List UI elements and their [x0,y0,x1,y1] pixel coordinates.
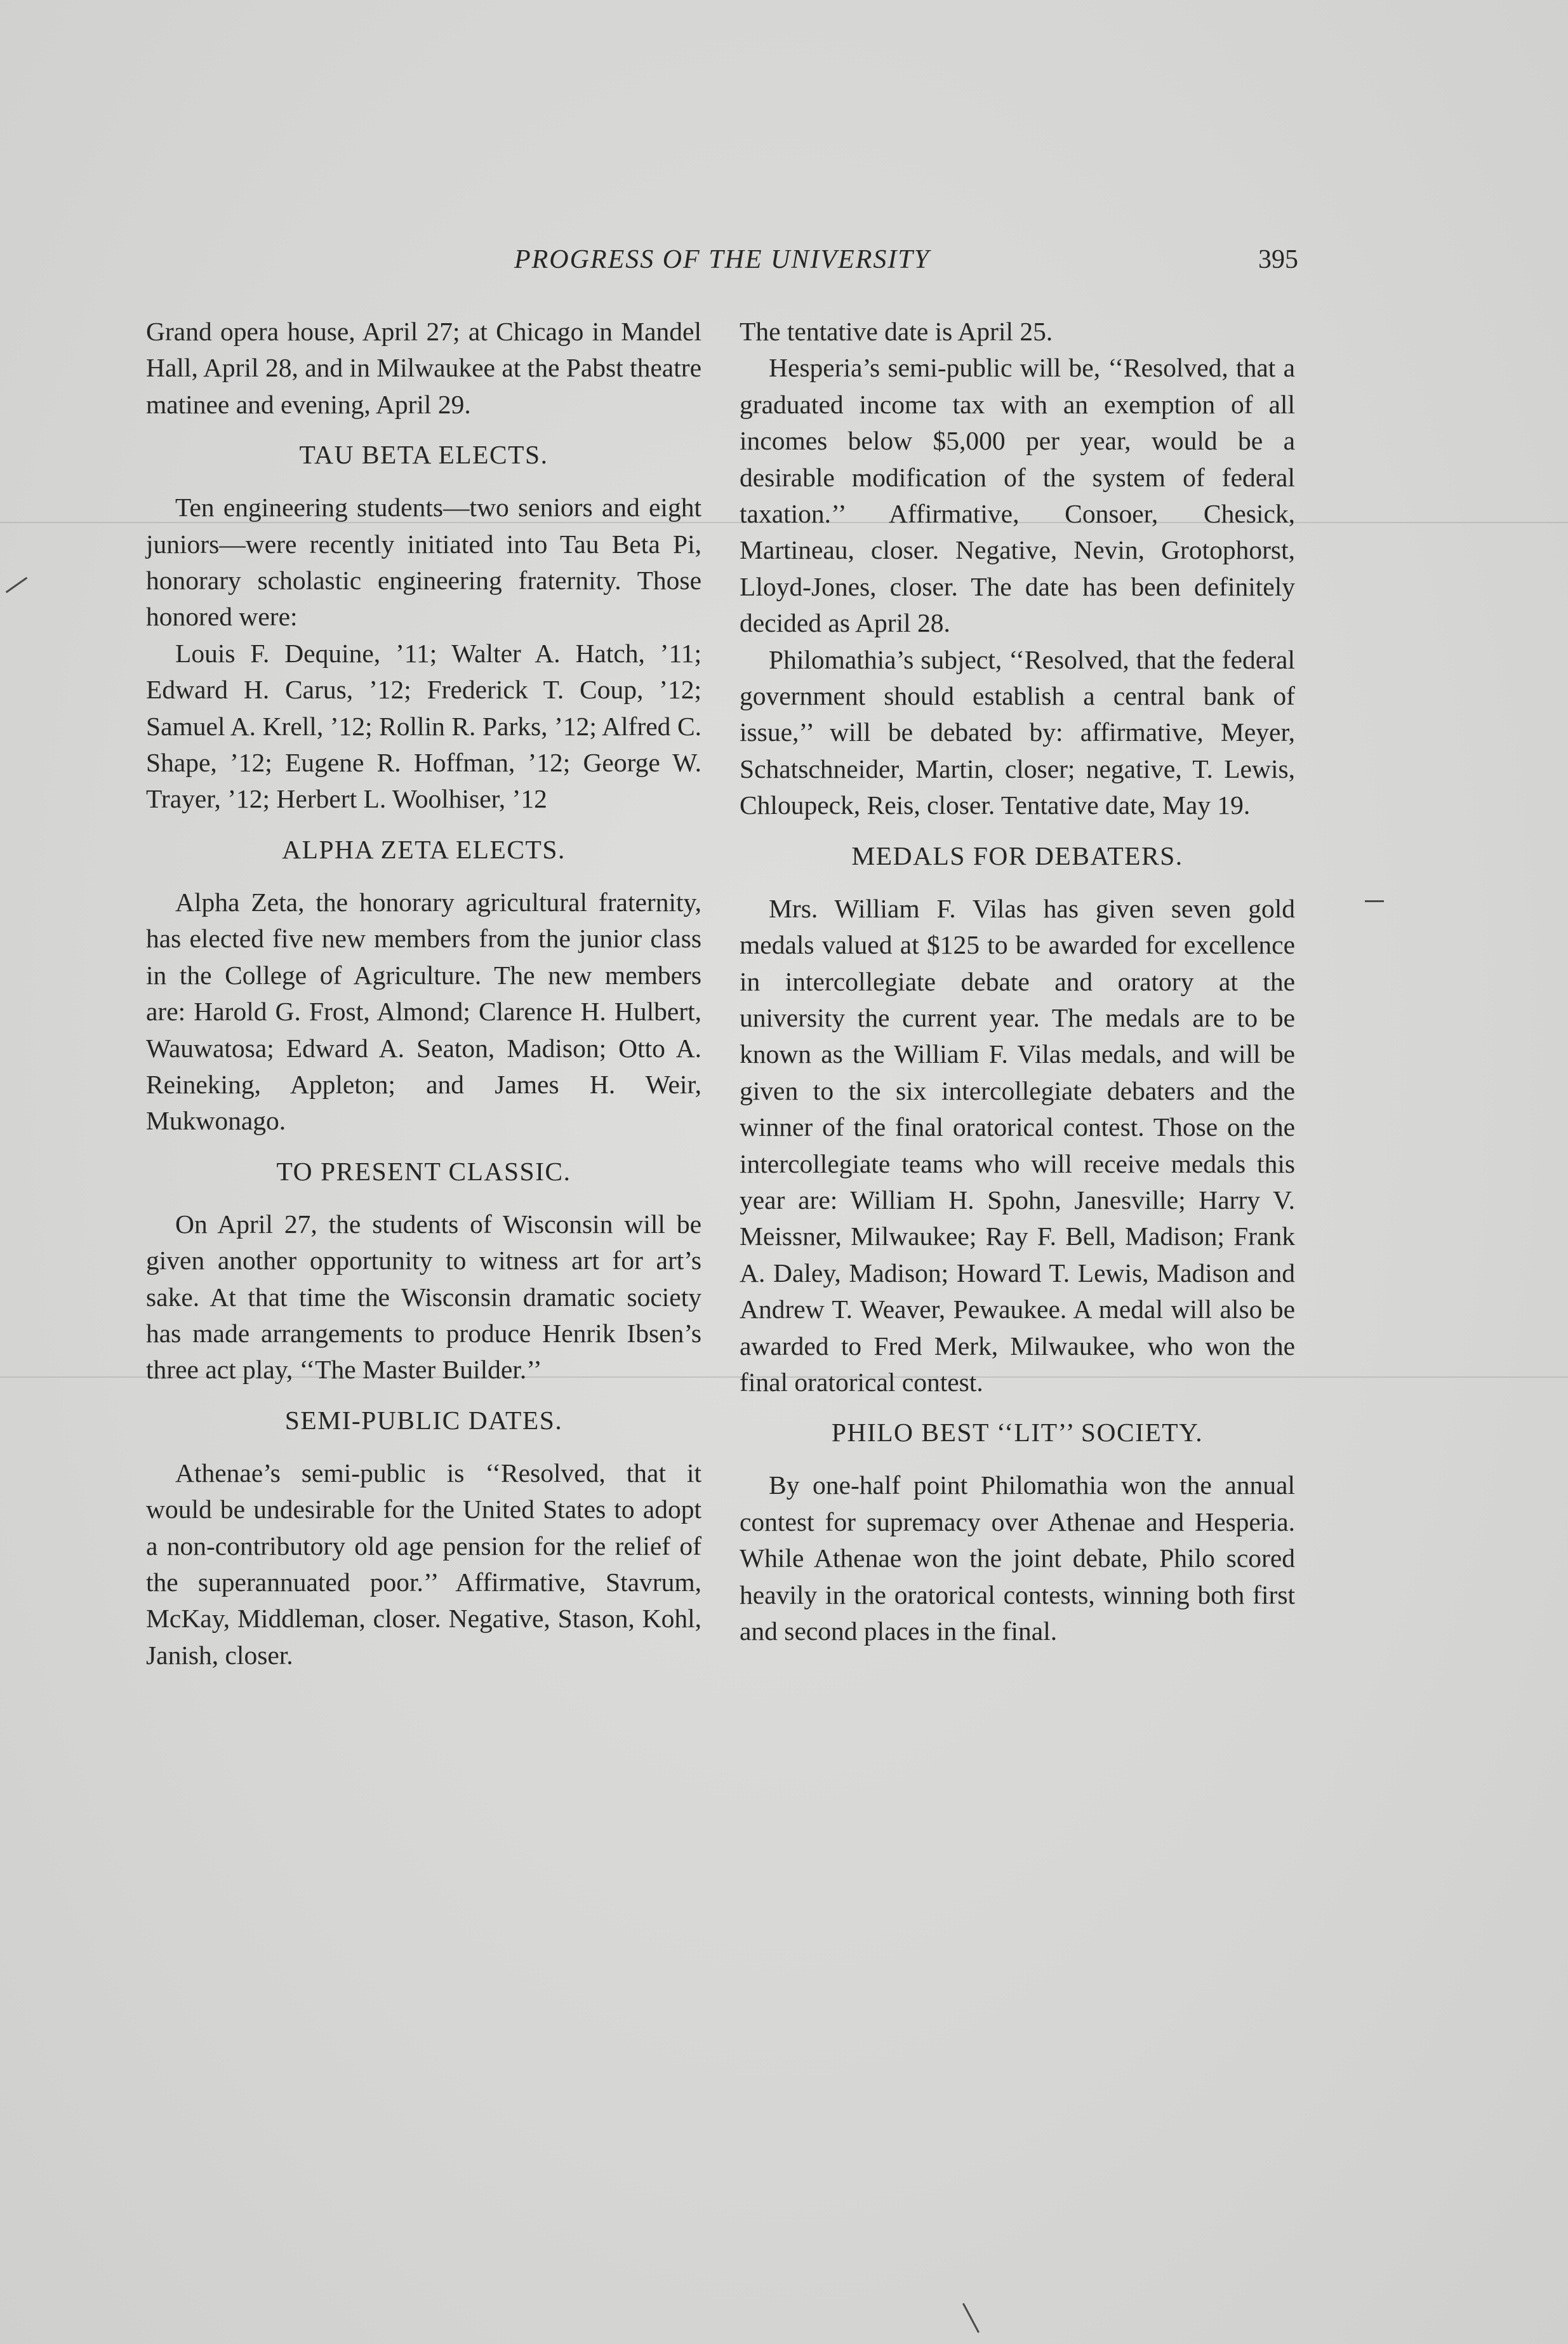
continuation-paragraph: Grand opera house, April 27; at Chicago in Mandel Hall, April 28, and in Milwaukee at the Pabst theatre matinee and evening, April 29. [146,317,701,419]
running-title: PROGRESS OF THE UNIVERSITY [514,245,931,274]
philomathia-paragraph: Philomathia’s subject, ‘‘Resolved, that the federal government should establish a central bank of issue,’’ will be debated by: affirmative, Meyer, Schatschneider, Martin, closer; negative, T. Lewis, Chloupeck, Reis, closer. Tentative date, May 19. [740,644,1295,820]
section-heading-philo: PHILO BEST ‘‘LIT’’ SOCIETY. [831,1418,1204,1448]
running-head [146,244,1298,276]
tau-beta-paragraph: Ten engineering students—two seniors and eight juniors—were recently initiated into Tau Beta Pi, honorary scholastic engineering fraternity. Those honored were: [146,493,701,632]
classic-paragraph: On April 27, the students of Wisconsin will be given another opportunity to witness art for art’s sake. At that time the Wisconsin dramatic society has made arrangements to produce Henrik Ibsen’s three act play, ‘‘The Master Builder.’’ [146,1209,701,1385]
alpha-zeta-paragraph: Alpha Zeta, the honorary agricultural fraternity, has elected five new members from the junior class in the College of Agriculture. The new members are: Harold G. Frost, Almond; Clarence H. Hulbert, Wauwatosa; Edward A. Seaton, Madison; Otto A. Reineking, Appleton; and James H. Weir, Mukwonago. [146,887,701,1136]
left-column [146,314,701,1674]
section-heading-tau-beta: TAU BETA ELECTS. [299,440,548,470]
section-heading-medals: MEDALS FOR DEBATERS. [851,841,1183,870]
semi-public-paragraph: Athenae’s semi-public is ‘‘Resolved, that it would be undesirable for the United States to adopt a non-contributory old age pension for the relief of the superannuated poor.’’ Affirmative, Stavrum, McKay, Middleman, closer. Negative, Stason, Kohl, Janish, closer. [146,1458,701,1670]
continuation-paragraph: The tentative date is April 25. [740,317,1053,346]
page-number: 395 [1258,245,1298,274]
margin-mark [1365,900,1384,902]
tau-beta-names: Louis F. Dequine, ’11; Walter A. Hatch, ’11; Edward H. Carus, ’12; Frederick T. Coup, ’12; Samuel A. Krell, ’12; Rollin R. Parks, ’12; Alfred C. Shape, ’12; Eugene R. Hoffman, ’12; George W. Trayer, ’12; Herbert L. Woolhiser, ’12 [146,638,701,814]
section-heading-alpha-zeta: ALPHA ZETA ELECTS. [282,834,566,864]
section-heading-classic: TO PRESENT CLASSIC. [276,1156,571,1186]
section-heading-semi-public: SEMI-PUBLIC DATES. [284,1405,563,1435]
hesperia-paragraph: Hesperia’s semi-public will be, ‘‘Resolved, that a graduated income tax with an exemption of all incomes below $5,000 per year, would be a desirable modification of the system of federal taxation.’’ Affirmative, Consoer, Chesick, Martineau, closer. Negative, Nevin, Grotophorst, Lloyd-Jones, closer. The date has been definitely decided as April 28. [740,353,1295,638]
medals-paragraph: Mrs. William F. Vilas has given seven gold medals valued at $125 to be awarded for excellence in intercollegiate debate and oratory at the university the current year. The medals are to be known as the William F. Vilas medals, and will be given to the six intercollegiate debaters and the winner of the final oratorical contest. Those on the intercollegiate teams who will receive medals this year are: William H. Spohn, Janesville; Harry V. Meissner, Milwaukee; Ray F. Bell, Madison; Frank A. Daley, Madison; Howard T. Lewis, Madison and Andrew T. Weaver, Pewaukee. A medal will also be awarded to Fred Merk, Milwaukee, who won the final oratorical contest. [740,893,1295,1397]
right-column [740,314,1295,1649]
philo-paragraph: By one-half point Philomathia won the annual contest for supremacy over Athenae and Hesperia. While Athenae won the joint debate, Philo scored heavily in the oratorical contests, winning both first and second places in the final. [740,1470,1295,1646]
